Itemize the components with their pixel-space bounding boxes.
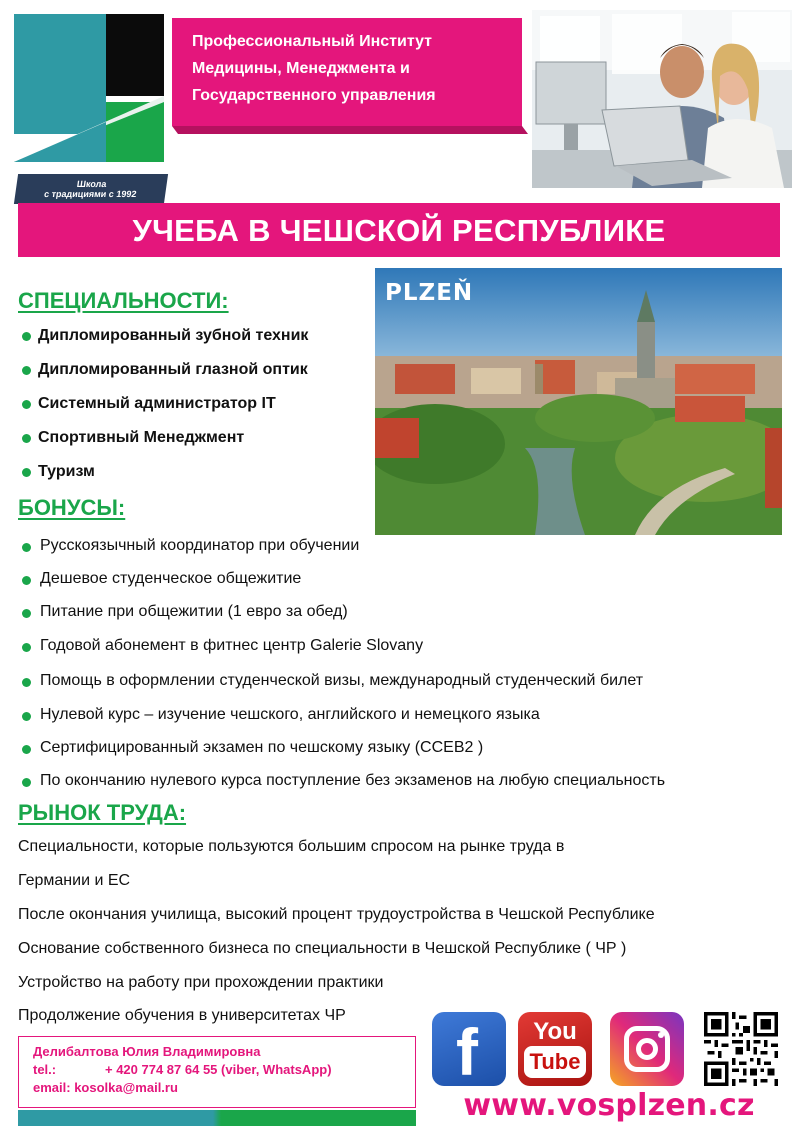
labor-market-line: После окончания училища, высокий процент трудоустройства в Чешской Республике: [18, 906, 655, 923]
contact-email-row: [33, 1079, 415, 1097]
logo-tagline-line2: с традициями с 1992: [43, 189, 138, 199]
specialty-item: Дипломированный глазной оптик: [38, 361, 308, 378]
plzen-photo-illustration: [375, 268, 782, 535]
bonus-item: Нулевой курс – изучение чешского, английского и немецкого языка: [40, 706, 540, 723]
bullet-icon: [22, 745, 31, 754]
bullet-icon: [22, 543, 31, 552]
labor-market-line: Продолжение обучения в университетах ЧР: [18, 1007, 346, 1024]
footer-stripe: [18, 1110, 416, 1126]
logo-tagline: [14, 174, 168, 204]
specialties-heading: СПЕЦИАЛЬНОСТИ:: [18, 288, 229, 313]
bonus-item: Годовой абонемент в фитнес центр Galerie Slovany: [40, 637, 424, 654]
bullet-icon: [22, 434, 31, 443]
qr-code-icon[interactable]: [704, 1012, 778, 1086]
bonus-item: По окончанию нулевого курса поступление без экзаменов на любую специальность: [40, 772, 666, 789]
plzen-label: PLZEŇ: [385, 280, 474, 306]
labor-market-line: Германии и ЕС: [18, 872, 131, 889]
bullet-icon: [22, 712, 31, 721]
specialty-item: Дипломированный зубной техник: [38, 327, 309, 344]
instagram-icon[interactable]: [610, 1012, 684, 1086]
contact-box: [18, 1036, 416, 1108]
bonus-item: Дешевое студенческое общежитие: [40, 570, 302, 587]
plzen-city-photo: [375, 268, 782, 535]
labor-market-heading: РЫНОК ТРУДА:: [18, 800, 187, 825]
institute-name-line1: Профессиональный Институт: [192, 33, 432, 50]
bullet-icon: [22, 643, 31, 652]
logo-black-block: [106, 14, 164, 96]
contact-name: Делибалтова Юлия Владимировна: [33, 1044, 261, 1059]
youtube-you-text: You: [533, 1018, 577, 1045]
banner-fold: [172, 124, 528, 136]
contact-phone-row: [33, 1061, 415, 1079]
phone-number[interactable]: + 420 774 87 64 55 (viber, WhatsApp): [105, 1062, 332, 1077]
bonus-item: Русскоязычный координатор при обучении: [40, 537, 360, 554]
specialty-item: Спортивный Менеджмент: [38, 429, 245, 446]
students-photo-illustration: [532, 10, 792, 188]
institute-name-banner: [172, 18, 522, 126]
bullet-icon: [22, 468, 31, 477]
specialty-item: Системный администратор IT: [38, 395, 276, 412]
students-photo: [532, 10, 792, 188]
bonus-item: Сертифицированный экзамен по чешскому языку (CCEB2 ): [40, 739, 484, 756]
bullet-icon: [22, 778, 31, 787]
bullet-icon: [22, 332, 31, 341]
logo-tagline-line1: Школа: [76, 179, 108, 189]
institute-name-line2: Медицины, Менеджмента и: [192, 60, 410, 77]
bullet-icon: [22, 366, 31, 375]
institute-name-line3: Государственного управления: [192, 87, 436, 104]
youtube-icon[interactable]: [518, 1012, 592, 1086]
labor-market-line: Специальности, которые пользуются большим спросом на рынке труда в: [18, 838, 565, 855]
facebook-icon[interactable]: f: [432, 1012, 506, 1086]
bonus-item: Помощь в оформлении студенческой визы, международный студенческий билет: [40, 672, 644, 689]
labor-market-line: Основание собственного бизнеса по специальности в Чешской Республике ( ЧР ): [18, 940, 627, 957]
bullet-icon: [22, 609, 31, 618]
bullet-icon: [22, 400, 31, 409]
logo-wedge: [14, 96, 164, 162]
email-address[interactable]: kosolka@mail.ru: [74, 1080, 178, 1095]
email-label: email:: [33, 1080, 71, 1095]
bullet-icon: [22, 576, 31, 585]
labor-market-line: Устройство на работу при прохождении практики: [18, 974, 384, 991]
page-title: УЧЕБА В ЧЕШСКОЙ РЕСПУБЛИКЕ: [18, 203, 780, 257]
phone-label: tel.:: [33, 1062, 57, 1077]
bonuses-heading: БОНУСЫ:: [18, 495, 126, 520]
bullet-icon: [22, 678, 31, 687]
bonus-item: Питание при общежитии (1 евро за обед): [40, 603, 348, 620]
institute-logo: [14, 14, 166, 199]
specialty-item: Туризм: [38, 463, 95, 480]
youtube-tube-text: Tube: [524, 1046, 586, 1078]
website-link[interactable]: www.vosplzen.cz: [463, 1088, 755, 1123]
